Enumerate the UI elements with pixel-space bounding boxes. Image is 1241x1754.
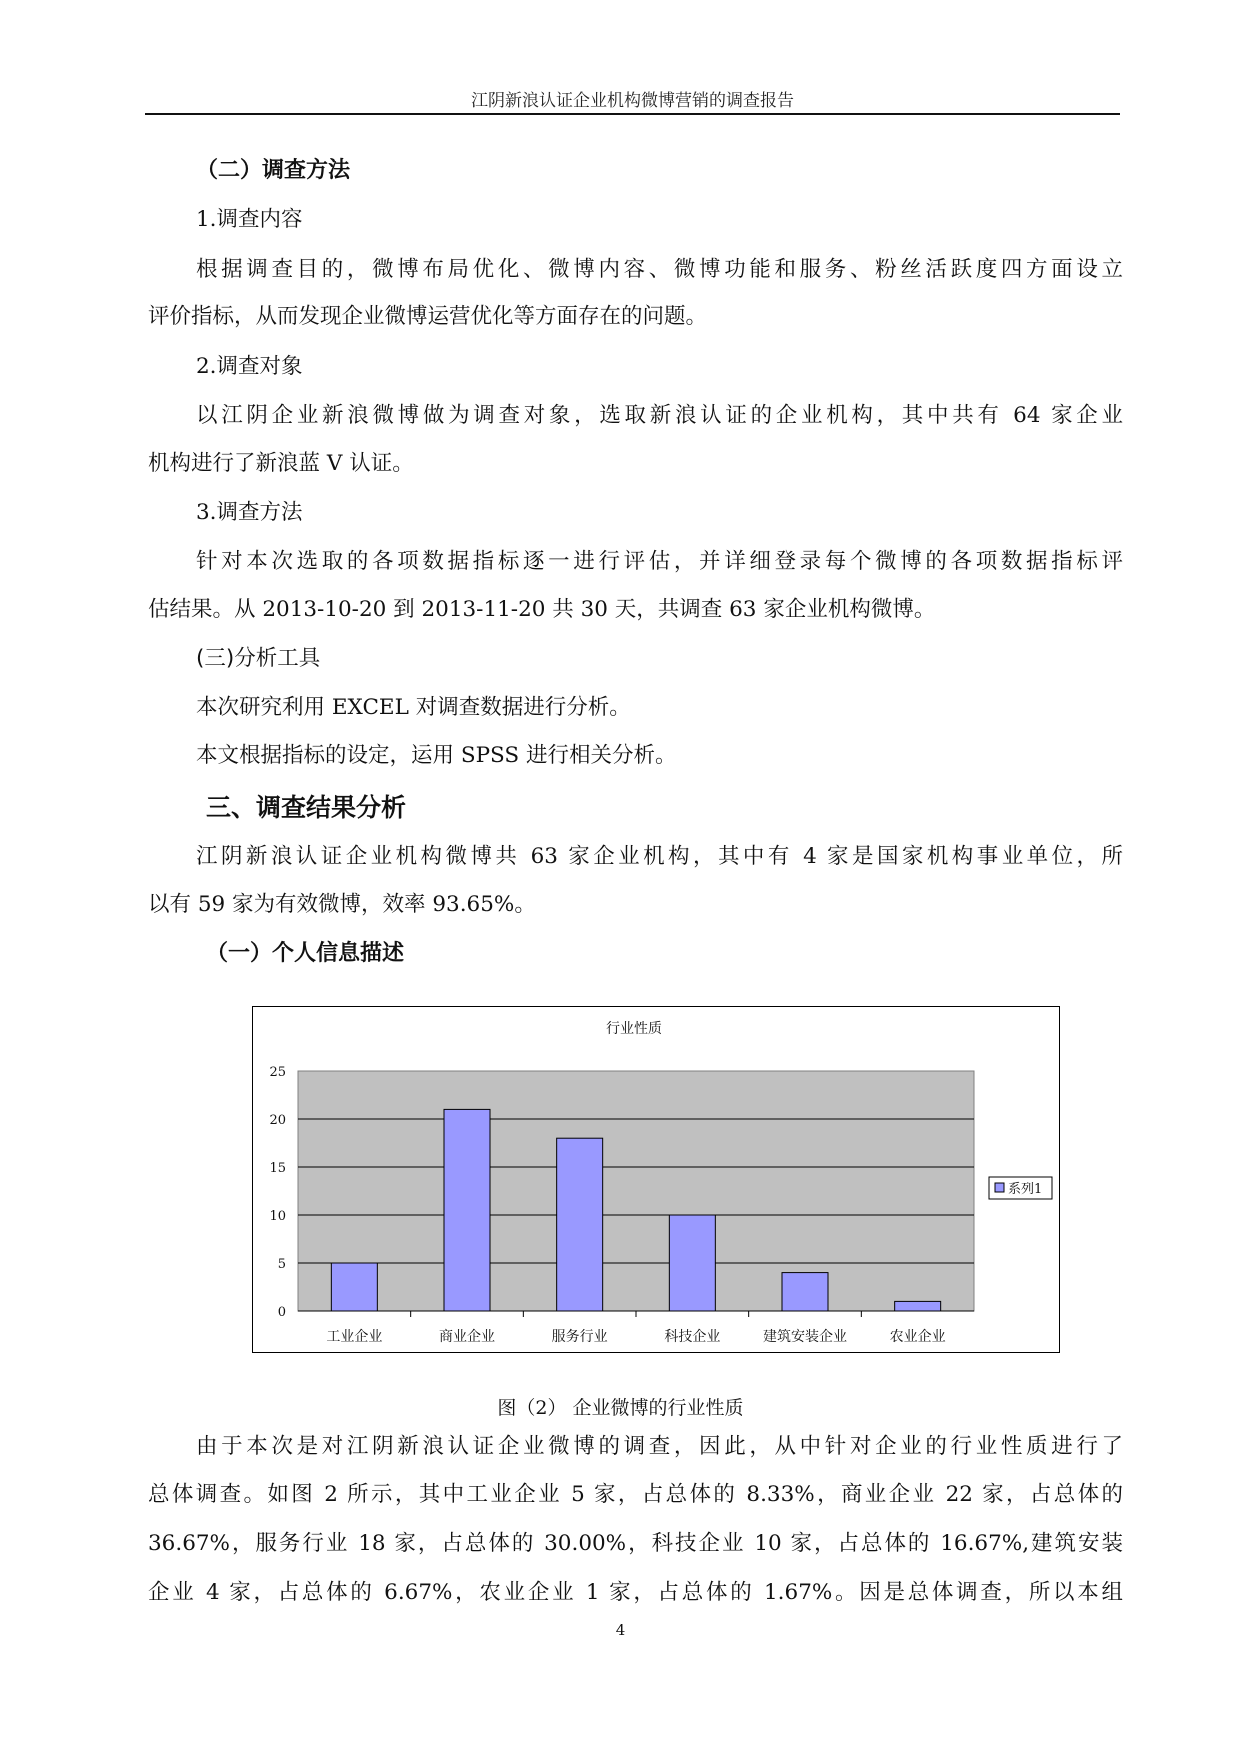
bar xyxy=(669,1215,715,1311)
header-rule xyxy=(145,113,1120,115)
item-title-content: 1.调查内容 xyxy=(196,207,303,232)
item-title-method: 3.调查方法 xyxy=(196,500,303,525)
paragraph-line: 由于本次是对江阴新浪认证企业微博的调查，因此，从中针对企业的行业性质进行了 xyxy=(196,1434,1123,1459)
subsection-title: （一）个人信息描述 xyxy=(206,941,405,966)
bar xyxy=(557,1138,603,1311)
bar xyxy=(331,1263,377,1311)
y-tick-label: 15 xyxy=(269,1161,286,1176)
x-tick-label: 科技企业 xyxy=(664,1329,721,1345)
paragraph-line: 企业 4 家，占总体的 6.67%，农业企业 1 家，占总体的 1.67%。因是总体调查，所以本组 xyxy=(148,1580,1123,1605)
section-title-methods: （二）调查方法 xyxy=(196,158,351,183)
paragraph-line: 以江阴企业新浪微博做为调查对象，选取新浪认证的企业机构，其中共有 64 家企业 xyxy=(196,403,1123,428)
bar xyxy=(782,1273,828,1311)
page-number: 4 xyxy=(615,1621,626,1639)
section-title-tools: (三)分析工具 xyxy=(196,646,321,671)
y-tick-label: 5 xyxy=(277,1257,286,1272)
industry-bar-chart xyxy=(252,1006,1060,1353)
paragraph-line: 总体调查。如图 2 所示，其中工业企业 5 家，占总体的 8.33%，商业企业 22 家，占总体的 xyxy=(148,1482,1123,1507)
plot-area xyxy=(298,1071,974,1311)
y-tick-label: 0 xyxy=(277,1305,286,1320)
paragraph-line: 机构进行了新浪蓝 V 认证。 xyxy=(148,451,414,476)
running-header: 江阴新浪认证企业机构微博营销的调查报告 xyxy=(471,91,794,111)
paragraph-line: 以有 59 家为有效微博，效率 93.65%。 xyxy=(148,892,536,917)
x-tick-label: 农业企业 xyxy=(889,1329,946,1345)
paragraph-line: 评价指标，从而发现企业微博运营优化等方面存在的问题。 xyxy=(148,304,708,329)
legend-swatch xyxy=(995,1183,1004,1192)
x-tick-label: 商业企业 xyxy=(439,1329,495,1345)
paragraph-line: 本文根据指标的设定，运用 SPSS 进行相关分析。 xyxy=(196,743,677,768)
bar xyxy=(895,1301,941,1311)
chart-title: 行业性质 xyxy=(606,1021,662,1037)
part-title-results: 三、调查结果分析 xyxy=(206,793,407,822)
figure-caption: 图（2） 企业微博的行业性质 xyxy=(497,1397,744,1419)
paragraph-line: 针对本次选取的各项数据指标逐一进行评估，并详细登录每个微博的各项数据指标评 xyxy=(196,549,1123,574)
paragraph-line: 本次研究利用 EXCEL 对调查数据进行分析。 xyxy=(196,695,631,720)
item-title-object: 2.调查对象 xyxy=(196,354,303,379)
bar xyxy=(444,1109,490,1311)
paragraph-line: 根据调查目的，微博布局优化、微博内容、微博功能和服务、粉丝活跃度四方面设立 xyxy=(196,257,1123,282)
x-tick-label: 服务行业 xyxy=(551,1329,608,1345)
paragraph-line: 36.67%，服务行业 18 家，占总体的 30.00%，科技企业 10 家，占总体的 16.67%,建筑安装 xyxy=(148,1531,1123,1556)
y-tick-label: 20 xyxy=(269,1113,286,1128)
y-tick-label: 25 xyxy=(269,1065,286,1080)
paragraph-line: 江阴新浪认证企业机构微博共 63 家企业机构，其中有 4 家是国家机构事业单位，所 xyxy=(196,844,1123,869)
paragraph-line: 估结果。从 2013-10-20 到 2013-11-20 共 30 天，共调查 63 家企业机构微博。 xyxy=(148,597,936,622)
legend-label: 系列1 xyxy=(1008,1182,1043,1197)
chart-svg xyxy=(253,1007,1059,1352)
y-tick-label: 10 xyxy=(269,1209,286,1224)
x-tick-label: 工业企业 xyxy=(326,1329,383,1345)
x-tick-label: 建筑安装企业 xyxy=(763,1329,847,1345)
